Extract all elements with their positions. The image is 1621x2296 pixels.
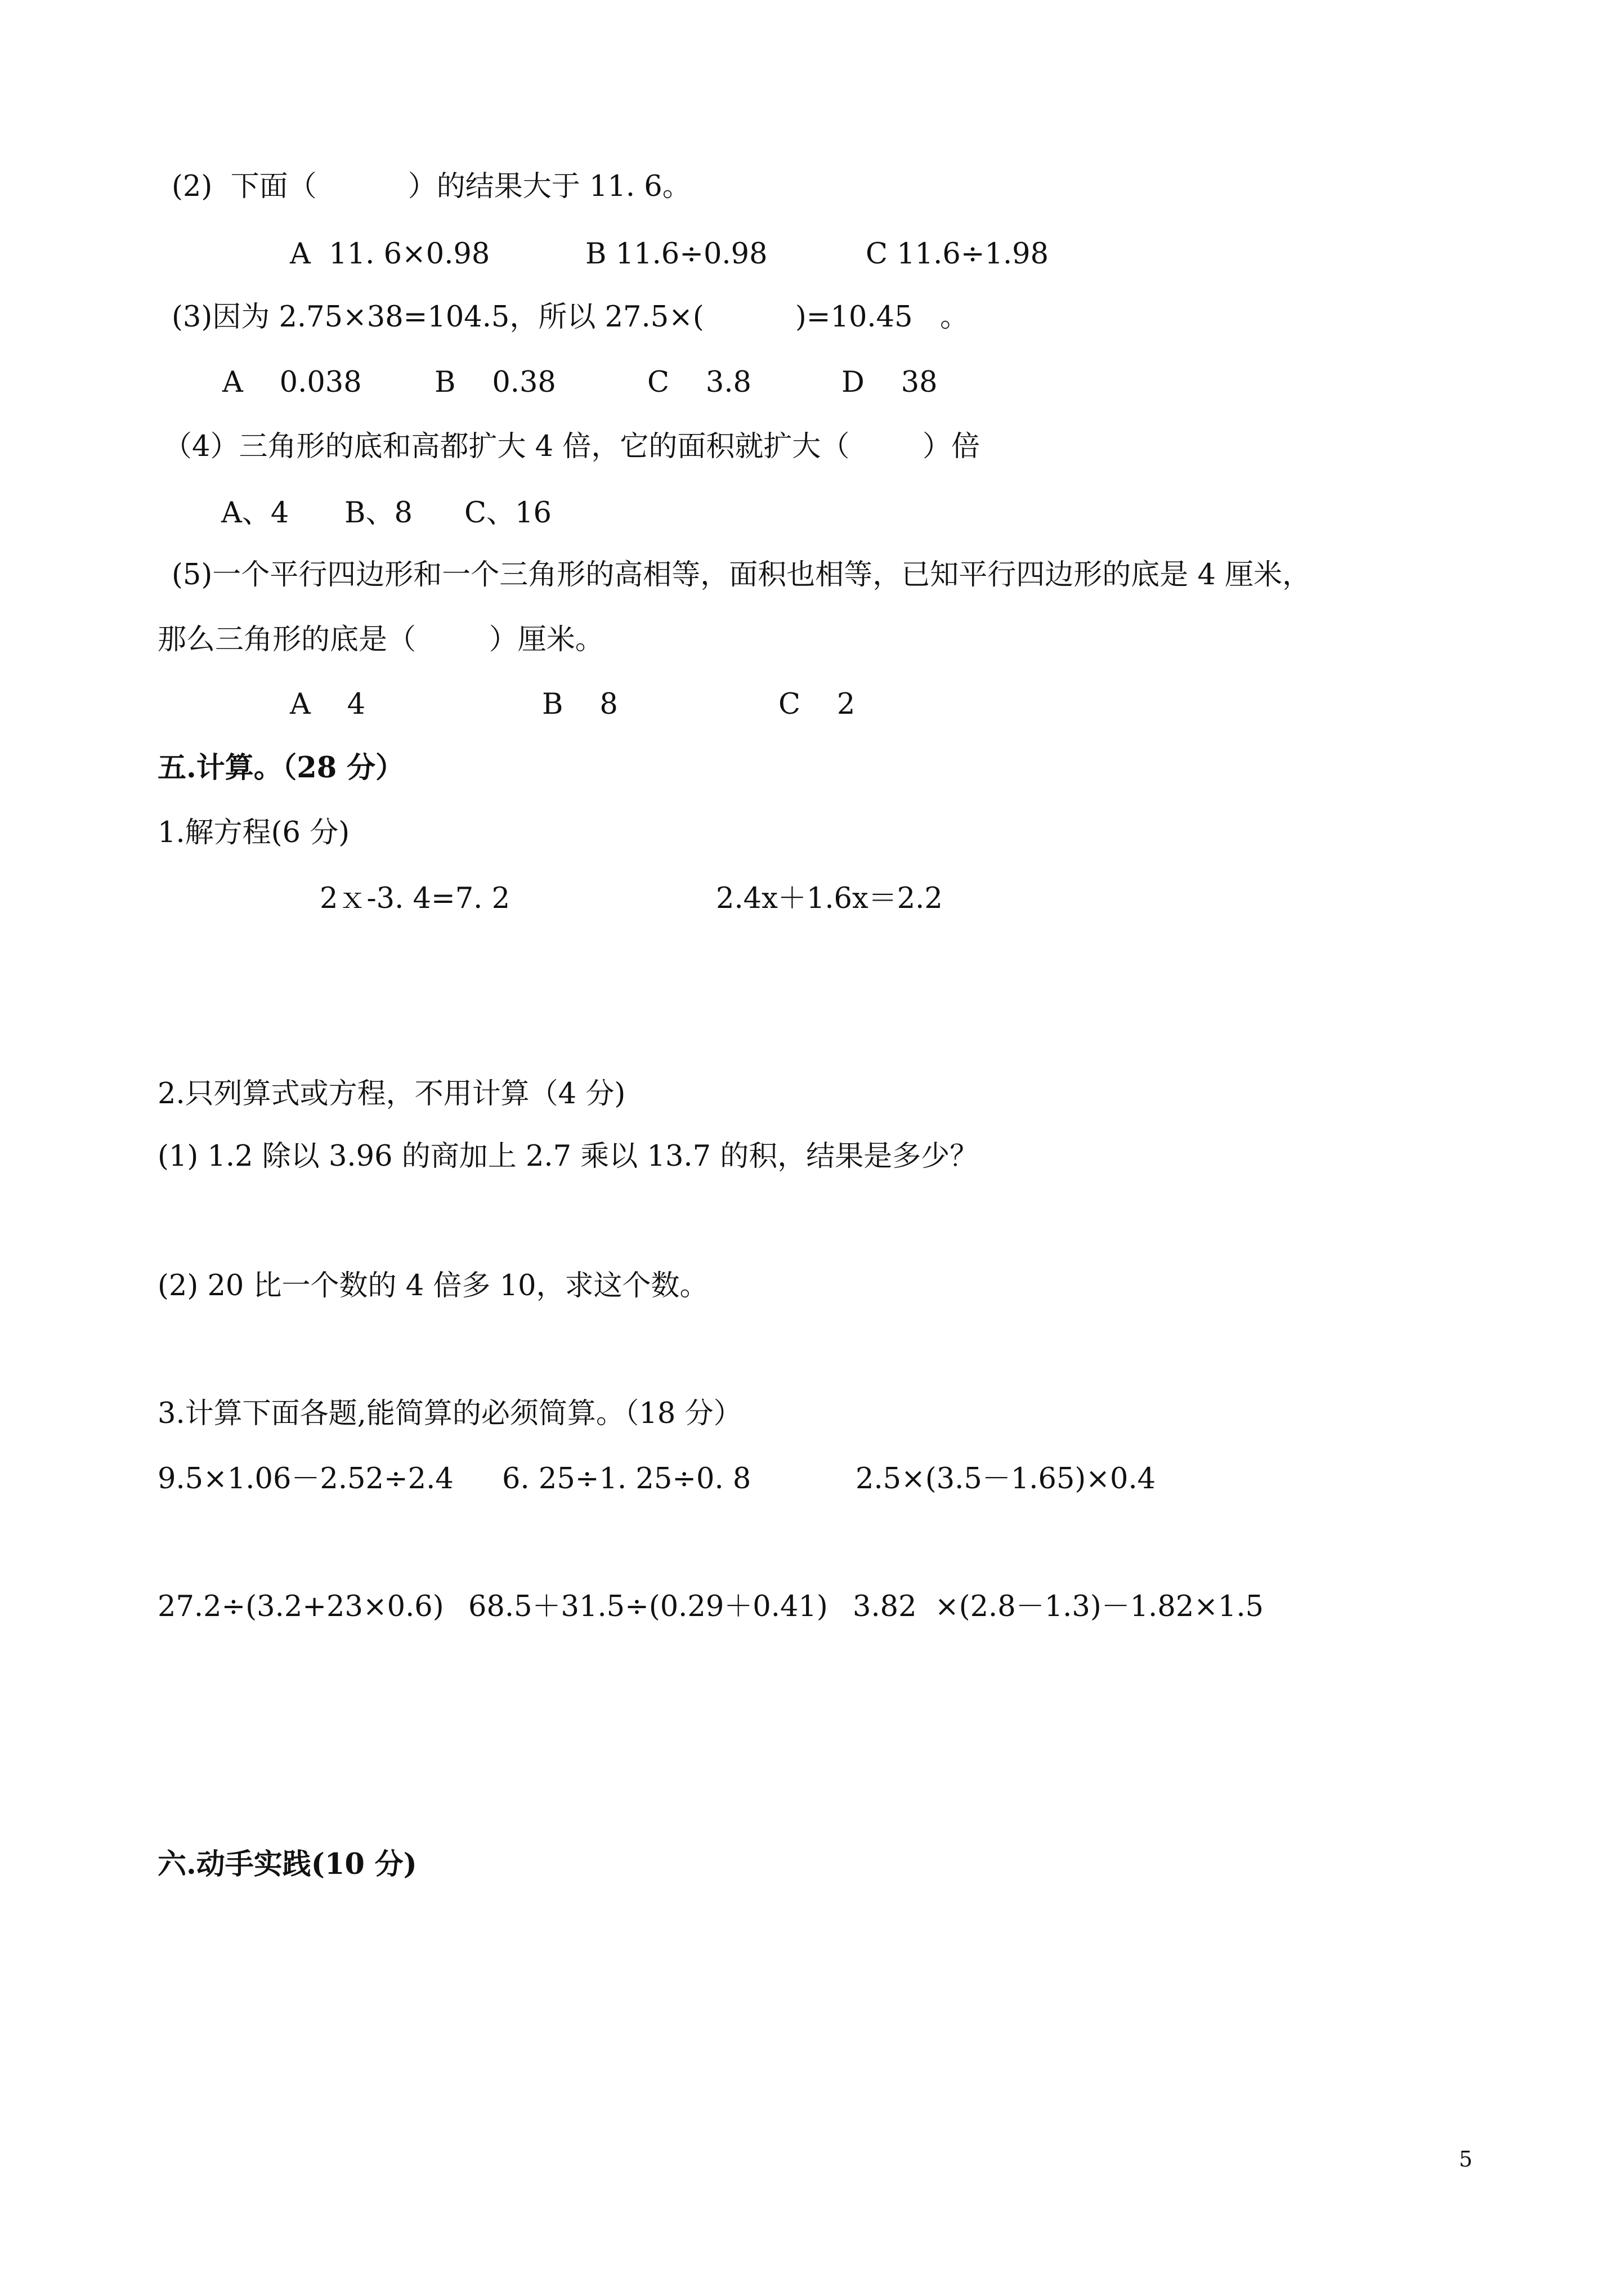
q4-option-b: B、8 [344, 496, 413, 530]
q3-option-d: D 38 [841, 366, 938, 399]
q2-stem: (2) 下面（ ）的结果大于 11. 6。 [172, 170, 691, 203]
q2-option-a: A 11. 6×0.98 [290, 238, 490, 271]
part2-title: 2.只列算式或方程，不用计算（4 分) [158, 1077, 626, 1111]
q2-option-b: B 11.6÷0.98 [585, 238, 768, 271]
section6-title: 六.动手实践(10 分) [158, 1847, 417, 1881]
equation-2: 2.4x＋1.6x＝2.2 [716, 882, 943, 915]
q5-option-a: A 4 [290, 688, 366, 721]
equation-1: 2ｘ-3. 4=7. 2 [320, 882, 511, 915]
q4-stem: （4）三角形的底和高都扩大 4 倍，它的面积就扩大（ ）倍 [163, 430, 980, 463]
calc-2: 6. 25÷1. 25÷0. 8 [502, 1462, 751, 1496]
part1-title: 1.解方程(6 分) [158, 816, 350, 849]
part2-question-1: (1) 1.2 除以 3.96 的商加上 2.7 乘以 13.7 的积，结果是多少？ [158, 1140, 979, 1173]
section5-title: 五.计算。（28 分） [158, 751, 404, 785]
q5-stem-line1: (5)一个平行四边形和一个三角形的高相等，面积也相等，已知平行四边形的底是 4 厘米， [172, 558, 1311, 592]
part2-question-2: (2) 20 比一个数的 4 倍多 10，求这个数。 [158, 1269, 709, 1303]
calc-4: 27.2÷(3.2+23×0.6) [158, 1590, 444, 1623]
part3-title: 3.计算下面各题,能简算的必须简算。（18 分） [158, 1397, 742, 1430]
page-number: 5 [1459, 2147, 1473, 2172]
calc-6: 3.82 ×(2.8－1.3)－1.82×1.5 [853, 1590, 1264, 1623]
q5-option-b: B 8 [542, 688, 618, 721]
calc-1: 9.5×1.06－2.52÷2.4 [158, 1462, 454, 1496]
q3-stem: (3)因为 2.75×38=104.5，所以 27.5×( )=10.45 。 [172, 301, 969, 334]
q4-option-a: A、4 [221, 496, 289, 530]
calc-5: 68.5＋31.5÷(0.29＋0.41) [468, 1590, 828, 1623]
calc-3: 2.5×(3.5－1.65)×0.4 [856, 1462, 1156, 1496]
q2-option-c: C 11.6÷1.98 [866, 238, 1049, 271]
q5-option-c: C 2 [778, 688, 856, 721]
q5-stem-line2: 那么三角形的底是（ ）厘米。 [158, 623, 604, 656]
q3-option-a: A 0.038 [222, 366, 362, 399]
q3-option-b: B 0.38 [435, 366, 556, 399]
q3-option-c: C 3.8 [647, 366, 751, 399]
q4-option-c: C、16 [464, 496, 552, 530]
